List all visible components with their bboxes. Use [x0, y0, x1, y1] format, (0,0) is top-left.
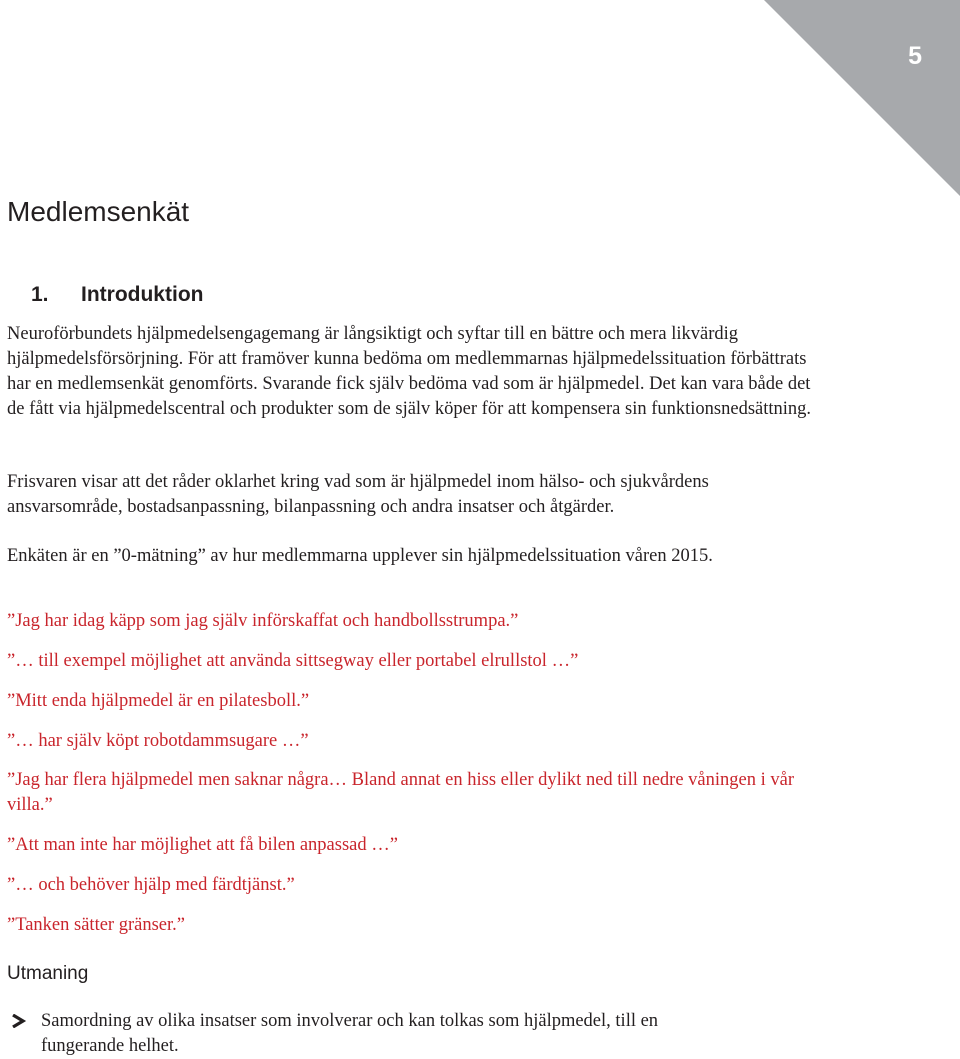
utmaning-list — [0, 1009, 741, 1059]
list-item-text: Samordning av olika insatser som involverar och kan tolkas som hjälpmedel, till en fungerande helhet. — [41, 1011, 659, 1056]
quote: ”… till exempel möjlighet att använda sittsegway eller portabel elrullstol …” — [7, 651, 579, 671]
utmaning-heading: Utmaning — [7, 963, 89, 984]
intro-paragraph: Neuroförbundets hjälpmedelsengagemang är långsiktigt och syftar till en bättre och mera likvärdig hjälpmedelsförsörjning. För att framöver kunna bedöma om medlemmarnas hjälpmedelssituation förbättrats har en medlemsenkät genomförts. Svarande fick själv bedöma vad som är hjälpmedel. Det kan vara både det de fått via hjälpmedelscentral och produkter som de själv köper för att kompensera sin funktionsnedsättning. — [7, 324, 812, 419]
section-title: Introduktion — [81, 283, 204, 306]
quote: ”… har själv köpt robotdammsugare …” — [7, 731, 309, 751]
chevron-right-icon — [9, 1014, 27, 1028]
quote: ”Jag har idag käpp som jag själv införskaffat och handbollsstrumpa.” — [7, 611, 519, 631]
enkat-paragraph: Enkäten är en ”0-mätning” av hur medlemmarna upplever sin hjälpmedelssituation våren 2015. — [7, 546, 713, 566]
quote: ”… och behöver hjälp med färdtjänst.” — [7, 875, 295, 895]
list-item — [0, 1009, 741, 1059]
quote: ”Jag har flera hjälpmedel men saknar några… Bland annat en hiss eller dylikt ned till nedre våningen i vår villa.” — [7, 770, 794, 815]
quote: ”Att man inte har möjlighet att få bilen anpassad …” — [7, 835, 398, 855]
page-title: Medlemsenkät — [7, 196, 190, 227]
page-number: 5 — [908, 42, 922, 70]
quote: ”Mitt enda hjälpmedel är en pilatesboll.” — [7, 691, 310, 711]
quote: ”Tanken sätter gränser.” — [7, 915, 185, 935]
section-heading — [31, 283, 203, 307]
page-corner-tab — [764, 0, 960, 196]
section-number: 1. — [31, 283, 49, 306]
frisvar-paragraph: Frisvaren visar att det råder oklarhet kring vad som är hjälpmedel inom hälso- och sjukvårdens ansvarsområde, bostadsanpassning, bilanpassning och andra insatser och åtgärder. — [7, 472, 709, 517]
